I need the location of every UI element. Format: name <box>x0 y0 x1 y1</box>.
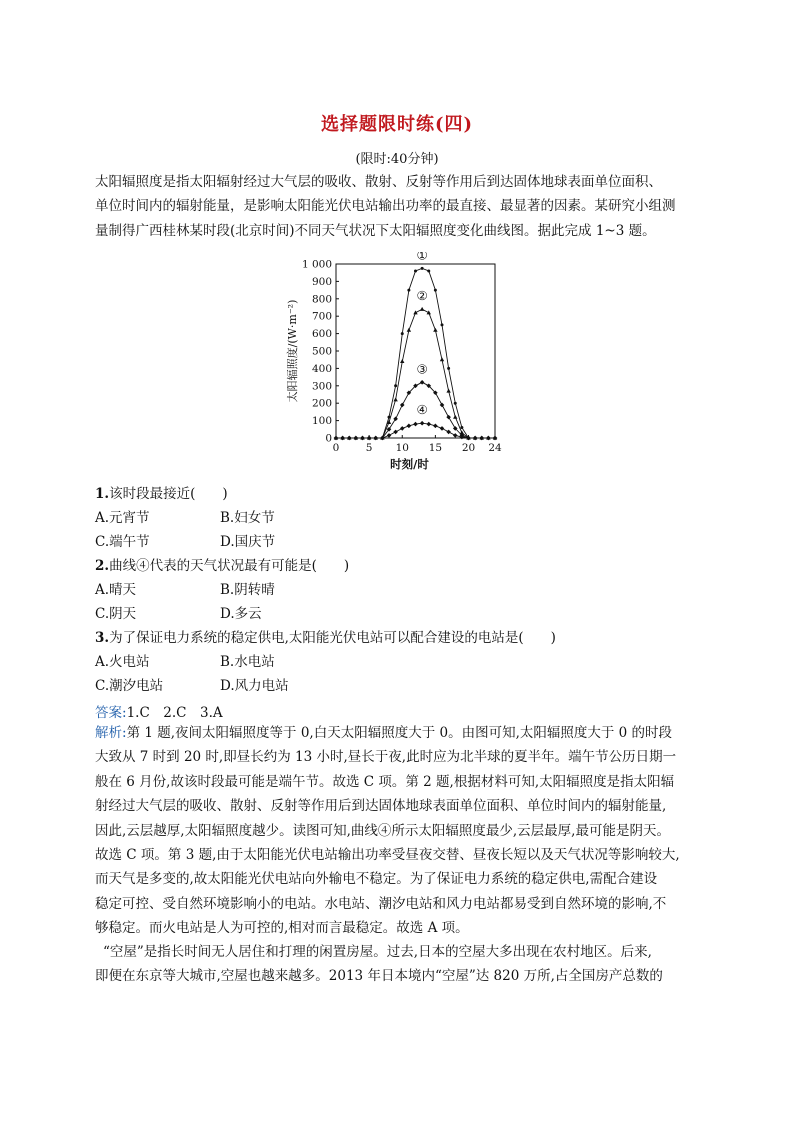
series-point-2 <box>453 415 457 419</box>
series-point-3 <box>420 380 425 385</box>
y-tick-label: 200 <box>311 397 332 410</box>
series-point-4 <box>446 430 451 435</box>
series-label-3: ③ <box>416 361 428 377</box>
series-point-1 <box>427 269 430 272</box>
plot-frame <box>336 264 495 438</box>
series-point-4 <box>426 422 431 427</box>
x-tick-label: 5 <box>365 442 373 454</box>
series-point-1 <box>434 289 437 292</box>
y-tick-label: 400 <box>311 362 332 375</box>
series-point-2 <box>446 389 450 393</box>
question-3 <box>95 626 556 646</box>
series-point-4 <box>413 422 418 427</box>
intro-line: 量制得广西桂林某时段(北京时间)不同天气状况下太阳辐照度变化曲线图。据此完成 1~3 题。 <box>95 222 656 239</box>
answer-line <box>95 701 223 721</box>
series-point-1 <box>414 269 417 272</box>
x-tick-label: 10 <box>395 442 409 454</box>
series-point-2 <box>420 307 424 311</box>
time-limit: (限时:40分钟) <box>355 152 439 167</box>
analysis-label: 解析: <box>95 725 127 741</box>
series-point-4 <box>407 424 412 429</box>
option-1a: A.元宵节 <box>95 510 150 526</box>
series-point-4 <box>340 436 345 441</box>
series-point-4 <box>473 436 478 441</box>
question-number: 2. <box>95 558 110 574</box>
material-line: “空屋”是指长时间无人居住和打理的闲置房屋。过去,日本的空屋大多出现在农村地区。后来, <box>103 944 652 960</box>
intro-paragraph <box>95 170 705 243</box>
series-point-4 <box>440 426 445 431</box>
intro-line: 太阳辐照度是指太阳辐射经过大气层的吸收、散射、反射等作用后到达固体地球表面单位面积、 <box>95 174 662 190</box>
analysis-line: 稳定可控、受自然环境影响小的电站。水电站、潮汐电站和风力电站都易受到自然环境的影响,不 <box>95 895 667 912</box>
x-tick-label: 20 <box>461 442 476 454</box>
question-stem: 为了保证电力系统的稳定供电,太阳能光伏电站可以配合建设的电站是( ) <box>109 630 556 646</box>
question-number: 3. <box>95 630 110 646</box>
y-tick-label: 900 <box>311 275 332 288</box>
question-stem: 该时段最接近( ) <box>109 486 228 502</box>
series-point-1 <box>394 384 397 387</box>
series-point-4 <box>360 436 365 441</box>
series-point-4 <box>387 433 392 438</box>
series-point-1 <box>407 289 410 292</box>
option-3d: D.风力电站 <box>220 678 289 694</box>
series-label-4: ④ <box>416 402 428 418</box>
series-point-4 <box>479 436 484 441</box>
question-2 <box>95 554 349 574</box>
irradiance-chart <box>282 252 518 474</box>
series-point-4 <box>347 436 352 441</box>
y-tick-label: 800 <box>311 293 332 306</box>
series-line-3 <box>336 382 495 438</box>
series-point-3 <box>400 403 405 408</box>
option-1c: C.端午节 <box>95 534 150 550</box>
series-point-4 <box>367 436 372 441</box>
series-point-4 <box>334 436 339 441</box>
series-point-4 <box>373 436 378 441</box>
series-point-2 <box>407 328 411 332</box>
series-point-1 <box>401 332 404 335</box>
series-line-2 <box>336 309 495 438</box>
page-title: 选择题限时练(四) <box>320 114 474 135</box>
option-2d: D.多云 <box>220 606 262 622</box>
question-stem: 曲线④代表的天气状况最有可能是( ) <box>109 558 350 574</box>
answer-label: 答案: <box>95 705 127 721</box>
analysis-text: 第 1 题,夜间太阳辐照度等于 0,白天太阳辐照度大于 0。由图可知,太阳辐照度大于 0 的时段 <box>126 725 673 741</box>
series-point-3 <box>393 417 398 422</box>
irradiance-chart-svg <box>282 252 518 474</box>
series-point-1 <box>441 323 444 326</box>
option-3b: B.水电站 <box>220 654 275 670</box>
series-point-4 <box>493 436 498 441</box>
y-tick-label: 100 <box>311 415 332 428</box>
series-line-1 <box>336 268 495 438</box>
series-point-4 <box>393 430 398 435</box>
series-point-4 <box>486 436 491 441</box>
series-point-2 <box>433 328 437 332</box>
series-point-2 <box>400 359 404 363</box>
x-axis-label: 时刻/时 <box>390 457 429 471</box>
series-point-1 <box>460 426 463 429</box>
option-3a: A.火电站 <box>95 654 150 670</box>
option-1d: D.国庆节 <box>220 534 276 550</box>
series-label-1: ① <box>416 252 428 263</box>
option-2c: C.阴天 <box>95 606 137 622</box>
material-line: 即便在东京等大城市,空屋也越来越多。2013 年日本境内“空屋”达 820 万所,占全国房产总数的 <box>95 968 663 985</box>
analysis-paragraph <box>95 721 705 941</box>
series-point-1 <box>454 402 457 405</box>
series-point-4 <box>400 426 405 431</box>
intro-line: 单位时间内的辐射能量，是影响太阳能光伏电站输出功率的最直接、最显著的因素。某研究小组测 <box>95 198 676 215</box>
analysis-line <box>95 721 705 745</box>
series-point-1 <box>447 367 450 370</box>
next-material-paragraph <box>95 940 705 989</box>
series-point-3 <box>446 415 451 420</box>
option-2a: A.晴天 <box>95 582 137 598</box>
y-axis-label: 太阳辐照度/(W·m⁻²) <box>286 299 299 403</box>
x-tick-label: 0 <box>332 442 340 454</box>
analysis-line: 够稳定。而火电站是人为可控的,相对而言最稳定。故选 A 项。 <box>95 920 469 937</box>
series-point-3 <box>440 403 445 408</box>
analysis-line: 般在 6 月份,故该时段最可能是端午节。故选 C 项。第 2 题,根据材料可知,太阳辐照度是指太阳辐 <box>95 773 675 790</box>
y-tick-label: 1 000 <box>301 258 332 271</box>
x-tick-label: 15 <box>428 442 443 454</box>
series-point-1 <box>421 267 424 270</box>
option-3c: C.潮汐电站 <box>95 678 164 694</box>
series-point-4 <box>453 433 458 438</box>
option-2b: B.阴转晴 <box>220 582 275 598</box>
series-point-4 <box>420 421 425 426</box>
y-tick-label: 300 <box>311 380 332 393</box>
series-point-4 <box>354 436 359 441</box>
y-tick-label: 600 <box>311 328 332 341</box>
analysis-line: 而天气是多变的,故太阳能光伏电站向外输电不稳定。为了保证电力系统的稳定供电,需配合建设 <box>95 871 658 888</box>
analysis-line: 射经过大气层的吸收、散射、反射等作用后到达固体地球表面单位面积、单位时间内的辐射能量, <box>95 798 667 815</box>
y-tick-label: 0 <box>325 432 332 445</box>
answer-text: 1.C 2.C 3.A <box>126 705 223 721</box>
option-1b: B.妇女节 <box>220 510 275 526</box>
analysis-line: 因此,云层越厚,太阳辐照度越少。读图可知,曲线④所示太阳辐照度最少,云层最厚,最可能是阴天。 <box>95 822 670 839</box>
x-tick-label: 24 <box>488 442 502 454</box>
y-tick-label: 500 <box>311 345 332 358</box>
question-number: 1. <box>95 486 110 502</box>
question-1 <box>95 482 228 502</box>
series-label-2: ② <box>416 288 428 304</box>
series-point-4 <box>433 424 438 429</box>
analysis-line: 故选 C 项。第 3 题,由于太阳能光伏电站输出功率受昼夜交替、昼夜长短以及天气状况等影响较大, <box>95 847 680 864</box>
series-point-2 <box>440 357 444 361</box>
analysis-line: 大致从 7 时到 20 时,即昼长约为 13 小时,昼长于夜,此时应为北半球的夏半年。端午节公历日期一 <box>95 749 677 766</box>
series-point-2 <box>393 397 397 401</box>
y-tick-label: 700 <box>311 310 332 323</box>
